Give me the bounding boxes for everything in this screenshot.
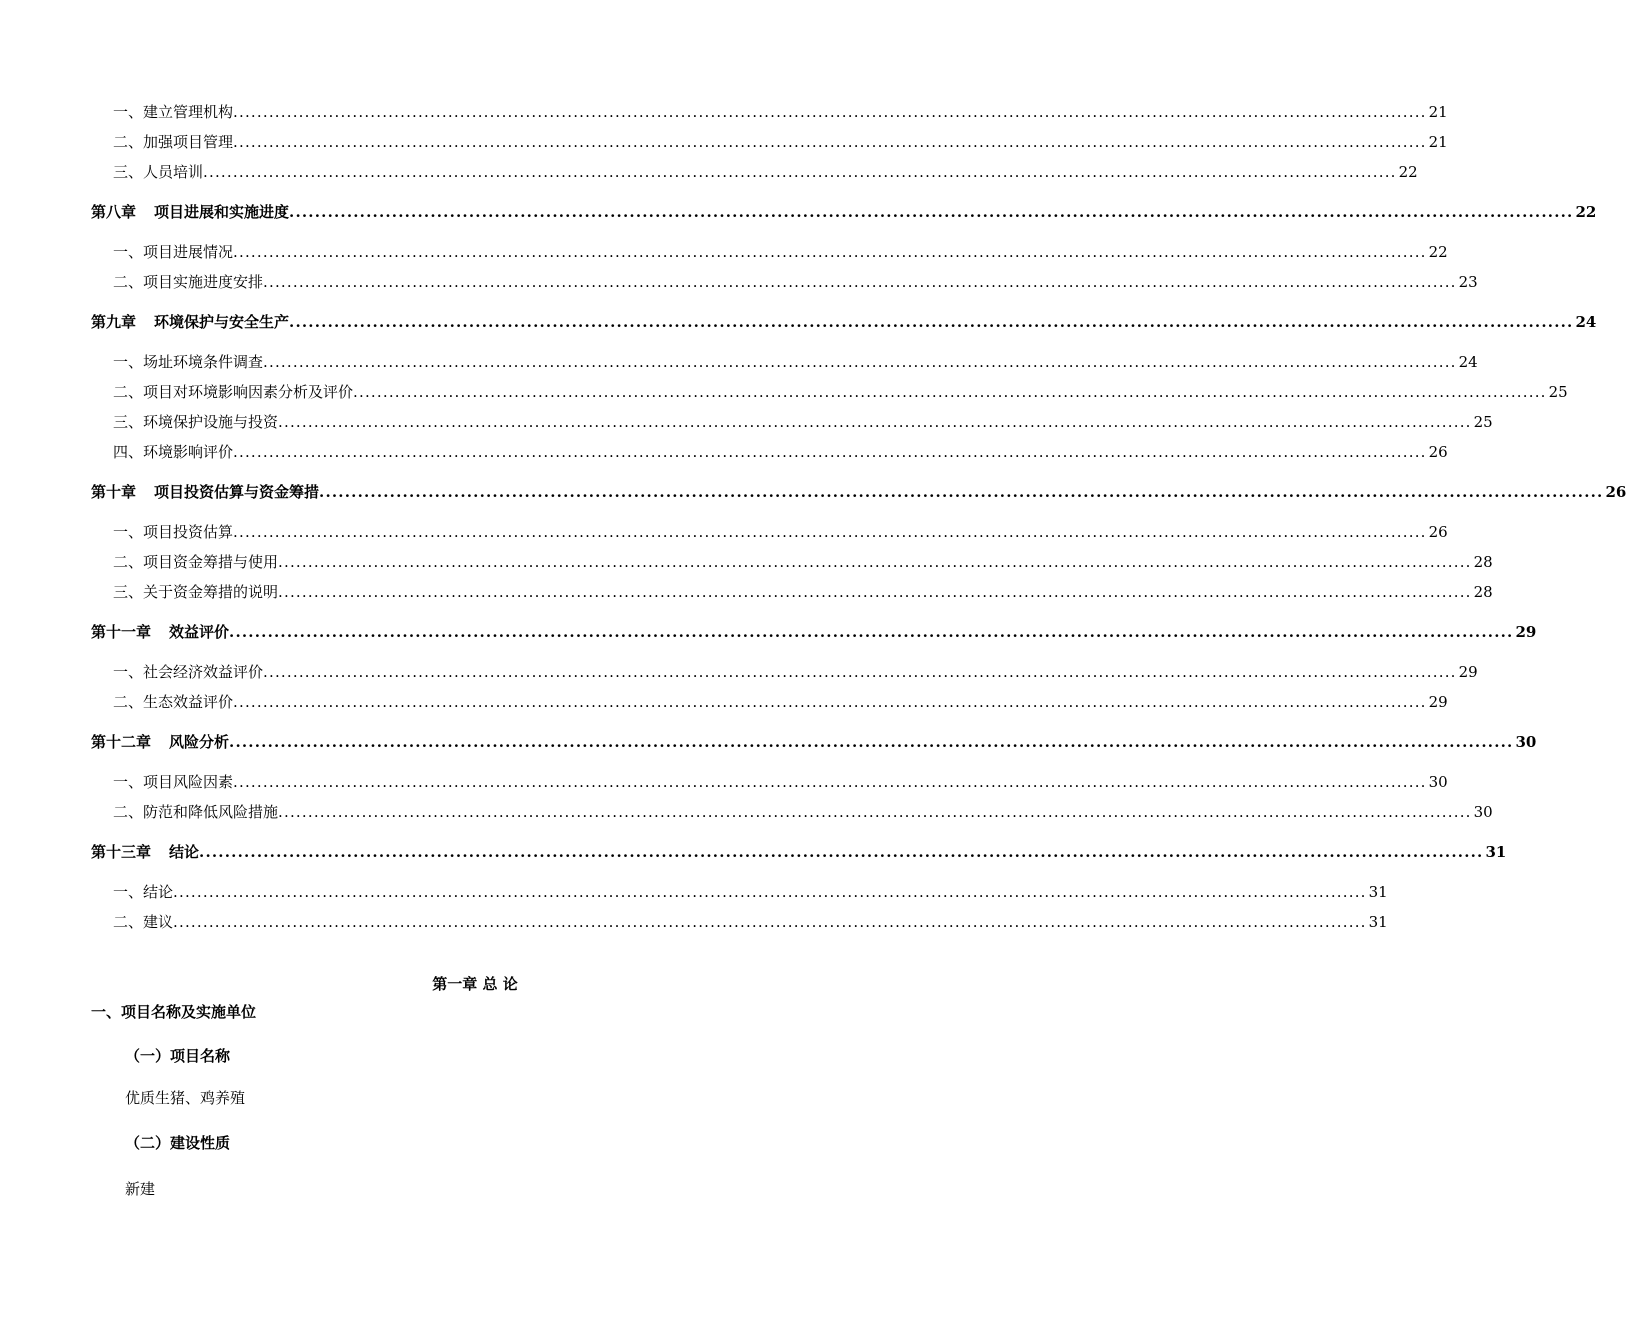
toc-page-number: 26 <box>1605 483 1626 501</box>
toc-page-number: 21 <box>1428 133 1448 151</box>
toc-dot-leader: ........................................................................................................................................................................................................ <box>233 443 1427 461</box>
toc-section-entry[interactable] <box>113 662 1478 682</box>
toc-chapter-entry[interactable] <box>91 482 1626 502</box>
toc-section-entry[interactable] <box>113 552 1493 572</box>
toc-dot-leader: ........................................................................................................................................................................................................ <box>278 413 1472 431</box>
toc-dot-leader: ........................................................................................................................................................................................................ <box>233 133 1427 151</box>
toc-dot-leader: ........................................................................................................................................................................................................ <box>233 693 1427 711</box>
toc-dot-leader: ........................................................................................................................................................................................................ <box>203 163 1397 181</box>
toc-page-number: 26 <box>1428 443 1448 461</box>
toc-section-entry[interactable] <box>113 242 1448 262</box>
toc-section-entry[interactable] <box>113 582 1493 602</box>
toc-chapter-number: 第十二章 <box>91 733 152 751</box>
toc-page-number: 22 <box>1575 203 1597 221</box>
subsection-heading-name: （一）项目名称 <box>125 1047 231 1065</box>
toc-section-entry[interactable] <box>113 162 1418 182</box>
toc-entry-title: 三、环境保护设施与投资 <box>113 413 279 431</box>
toc-page-number: 22 <box>1398 163 1418 181</box>
project-name-text: 优质生猪、鸡养殖 <box>125 1089 246 1107</box>
toc-page-number: 28 <box>1473 583 1493 601</box>
toc-dot-leader: ........................................................................................................................................................................................................ <box>263 273 1457 291</box>
toc-entry-title <box>91 622 229 642</box>
toc-dot-leader: ........................................................................................................................................................................................................ <box>353 383 1547 401</box>
toc-section-entry[interactable] <box>113 692 1448 712</box>
subsection-heading-nature: （二）建设性质 <box>125 1134 231 1152</box>
toc-section-entry[interactable] <box>113 442 1448 462</box>
toc-chapter-number: 第十一章 <box>91 623 152 641</box>
toc-entry-title: 二、加强项目管理 <box>113 133 234 151</box>
toc-entry-title: 一、项目投资估算 <box>113 523 234 541</box>
toc-section-entry[interactable] <box>113 802 1493 822</box>
toc-chapter-entry[interactable] <box>91 622 1537 642</box>
toc-entry-title: 一、项目进展情况 <box>113 243 234 261</box>
toc-section-entry[interactable] <box>113 912 1388 932</box>
toc-dot-leader: ........................................................................................................................................................................................................ <box>229 733 1514 751</box>
toc-page-number: 30 <box>1428 773 1448 791</box>
toc-entry-title: 一、社会经济效益评价 <box>113 663 264 681</box>
toc-chapter-title: 效益评价 <box>169 623 230 641</box>
toc-dot-leader: ........................................................................................................................................................................................................ <box>233 773 1427 791</box>
toc-dot-leader: ........................................................................................................................................................................................................ <box>233 523 1427 541</box>
toc-entry-title: 三、人员培训 <box>113 163 204 181</box>
chapter-heading: 第一章 总 论 <box>432 975 518 993</box>
toc-dot-leader: ........................................................................................................................................................................................................ <box>278 553 1472 571</box>
toc-section-entry[interactable] <box>113 772 1448 792</box>
toc-chapter-number: 第十章 <box>91 483 137 501</box>
toc-section-entry[interactable] <box>113 272 1478 292</box>
toc-entry-title <box>91 842 199 862</box>
section-heading: 一、项目名称及实施单位 <box>91 1003 257 1021</box>
toc-page-number: 31 <box>1485 843 1507 861</box>
toc-page-number: 24 <box>1458 353 1478 371</box>
toc-page-number: 31 <box>1368 913 1388 931</box>
toc-chapter-title: 风险分析 <box>169 733 230 751</box>
toc-entry-title: 二、项目对环境影响因素分析及评价 <box>113 383 354 401</box>
toc-chapter-number: 第十三章 <box>91 843 152 861</box>
toc-section-entry[interactable] <box>113 352 1478 372</box>
toc-entry-title: 一、场址环境条件调查 <box>113 353 264 371</box>
toc-entry-title: 二、建议 <box>113 913 174 931</box>
toc-section-entry[interactable] <box>113 412 1493 432</box>
toc-chapter-number: 第九章 <box>91 313 137 331</box>
toc-dot-leader: ........................................................................................................................................................................................................ <box>173 883 1367 901</box>
toc-section-entry[interactable] <box>113 382 1568 402</box>
toc-dot-leader: ........................................................................................................................................................................................................ <box>289 313 1574 331</box>
toc-page-number: 21 <box>1428 103 1448 121</box>
toc-chapter-title: 结论 <box>169 843 200 861</box>
toc-entry-title <box>91 202 289 222</box>
toc-entry-title <box>91 312 289 332</box>
toc-dot-leader: ........................................................................................................................................................................................................ <box>233 243 1427 261</box>
toc-entry-title <box>91 732 229 752</box>
toc-dot-leader: ........................................................................................................................................................................................................ <box>233 103 1427 121</box>
toc-section-entry[interactable] <box>113 882 1388 902</box>
toc-page-number: 24 <box>1575 313 1597 331</box>
toc-page-number: 22 <box>1428 243 1448 261</box>
toc-page-number: 25 <box>1473 413 1493 431</box>
toc-page-number: 29 <box>1515 623 1537 641</box>
toc-chapter-title: 环境保护与安全生产 <box>154 313 290 331</box>
toc-page-number: 23 <box>1458 273 1478 291</box>
toc-page-number: 29 <box>1458 663 1478 681</box>
toc-page-number: 30 <box>1515 733 1537 751</box>
toc-chapter-entry[interactable] <box>91 312 1597 332</box>
toc-page-number: 28 <box>1473 553 1493 571</box>
toc-page-number: 29 <box>1428 693 1448 711</box>
toc-dot-leader: ........................................................................................................................................................................................................ <box>263 663 1457 681</box>
toc-page-number: 30 <box>1473 803 1493 821</box>
toc-chapter-title: 项目进展和实施进度 <box>154 203 290 221</box>
toc-chapter-number: 第八章 <box>91 203 137 221</box>
toc-dot-leader: ........................................................................................................................................................................................................ <box>173 913 1367 931</box>
toc-entry-title: 二、生态效益评价 <box>113 693 234 711</box>
toc-dot-leader: ........................................................................................................................................................................................................ <box>263 353 1457 371</box>
toc-chapter-title: 项目投资估算与资金筹措 <box>154 483 320 501</box>
toc-page-number: 25 <box>1548 383 1568 401</box>
toc-page-number: 31 <box>1368 883 1388 901</box>
toc-chapter-entry[interactable] <box>91 732 1537 752</box>
toc-entry-title: 二、防范和降低风险措施 <box>113 803 279 821</box>
toc-chapter-entry[interactable] <box>91 202 1597 222</box>
toc-dot-leader: ........................................................................................................................................................................................................ <box>199 843 1484 861</box>
toc-entry-title: 二、项目实施进度安排 <box>113 273 264 291</box>
toc-section-entry[interactable] <box>113 132 1448 152</box>
toc-entry-title: 一、结论 <box>113 883 174 901</box>
toc-dot-leader: ........................................................................................................................................................................................................ <box>278 803 1472 821</box>
toc-dot-leader: ........................................................................................................................................................................................................ <box>229 623 1514 641</box>
toc-dot-leader: ........................................................................................................................................................................................................ <box>319 483 1604 501</box>
toc-page-number: 26 <box>1428 523 1448 541</box>
toc-dot-leader: ........................................................................................................................................................................................................ <box>278 583 1472 601</box>
toc-entry-title: 四、环境影响评价 <box>113 443 234 461</box>
toc-entry-title <box>91 482 319 502</box>
toc-chapter-entry[interactable] <box>91 842 1507 862</box>
construction-nature-text: 新建 <box>125 1180 156 1198</box>
toc-section-entry[interactable] <box>113 522 1448 542</box>
toc-entry-title: 一、建立管理机构 <box>113 103 234 121</box>
toc-entry-title: 三、关于资金筹措的说明 <box>113 583 279 601</box>
toc-section-entry[interactable] <box>113 102 1448 122</box>
toc-dot-leader: ........................................................................................................................................................................................................ <box>289 203 1574 221</box>
toc-entry-title: 一、项目风险因素 <box>113 773 234 791</box>
toc-entry-title: 二、项目资金筹措与使用 <box>113 553 279 571</box>
